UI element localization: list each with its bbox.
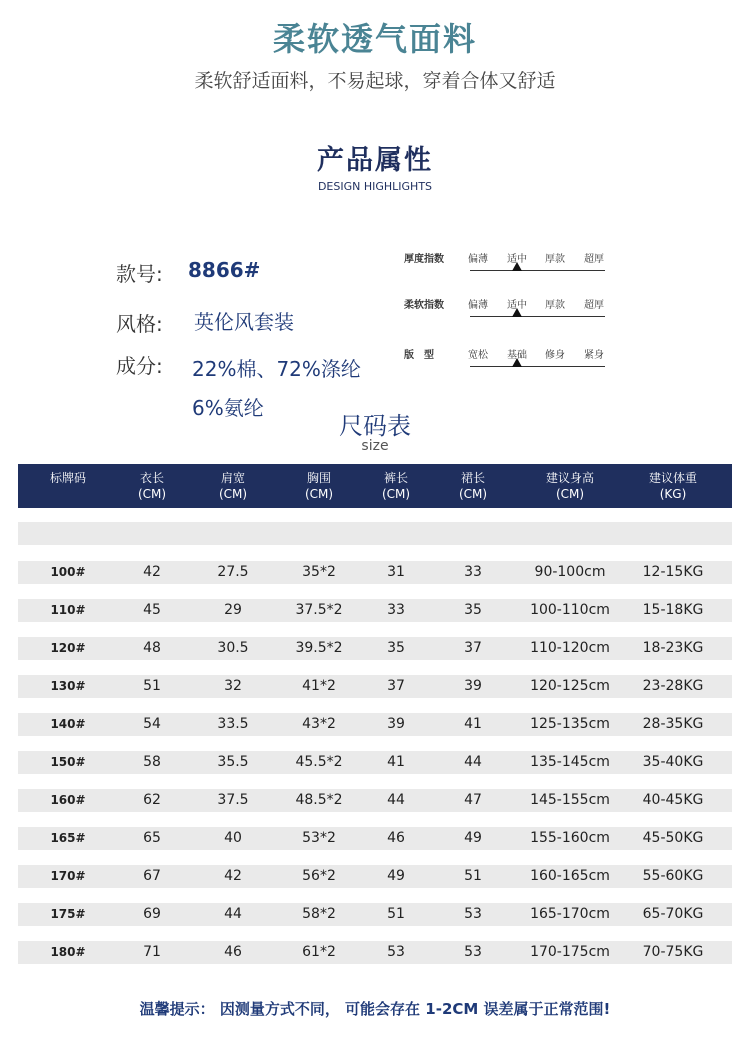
header-line1: 胸围 [306, 471, 331, 485]
table-cell: 35 [387, 640, 405, 656]
table-cell: 62 [143, 792, 161, 808]
size-code-cell: 160# [50, 793, 86, 807]
size-code-cell: 150# [50, 755, 86, 769]
header-line1: 衣长 [139, 471, 164, 485]
table-cell: 35 [464, 602, 482, 618]
index-scale-line [470, 316, 605, 317]
index-option: 基础 [507, 350, 527, 361]
table-cell: 12-15KG [642, 564, 704, 580]
header-line1: 肩宽 [220, 471, 245, 485]
size-code-cell: 130# [50, 679, 86, 693]
hero-title: 柔软透气面料 [272, 20, 477, 58]
style-no-label: 款号: [116, 262, 163, 286]
header-line2: (CM) [218, 487, 248, 501]
table-cell: 45-50KG [642, 830, 704, 846]
table-cell: 45 [143, 602, 161, 618]
header-line2: (CM) [304, 487, 334, 501]
index-marker-icon [512, 358, 522, 367]
index-option: 超厚 [584, 254, 604, 265]
table-cell: 160-165cm [530, 868, 610, 884]
table-cell: 29 [224, 602, 242, 618]
table-cell: 54 [143, 716, 161, 732]
table-cell: 51 [143, 678, 161, 694]
hero-subtitle: 柔软舒适面料，不易起球，穿着合体又舒适 [194, 70, 556, 92]
table-cell: 61*2 [302, 944, 336, 960]
table-cell: 32 [224, 678, 242, 694]
size-code-cell: 100# [50, 565, 86, 579]
table-cell: 37.5 [217, 792, 249, 808]
header-line1: 标牌码 [49, 471, 86, 485]
table-cell: 155-160cm [530, 830, 610, 846]
table-cell: 51 [464, 868, 482, 884]
table-cell: 69 [143, 906, 161, 922]
table-cell: 43*2 [302, 716, 336, 732]
table-cell: 53 [464, 906, 482, 922]
table-cell: 65-70KG [642, 906, 704, 922]
index-scale-line [470, 366, 605, 367]
table-cell: 71 [143, 944, 161, 960]
size-table-header-cell [628, 470, 718, 502]
table-cell: 65 [143, 830, 161, 846]
table-cell: 53 [464, 944, 482, 960]
table-cell: 41 [464, 716, 482, 732]
table-cell: 39 [387, 716, 405, 732]
table-cell: 165-170cm [530, 906, 610, 922]
table-cell: 70-75KG [642, 944, 704, 960]
table-cell: 49 [464, 830, 482, 846]
measurement-tip: 温馨提示： 因测量方式不同， 可能会存在 1-2CM 误差属于正常范围! [139, 1000, 611, 1018]
header-line2: (KG) [659, 487, 687, 501]
table-cell: 46 [224, 944, 242, 960]
table-cell: 46 [387, 830, 405, 846]
section-title: 产品属性 [317, 145, 433, 176]
table-cell: 47 [464, 792, 482, 808]
header-line1: 建议体重 [648, 471, 697, 485]
header-line2: (CM) [137, 487, 167, 501]
index-label: 厚度指数 [404, 254, 444, 265]
table-cell: 33.5 [217, 716, 249, 732]
table-cell: 56*2 [302, 868, 336, 884]
style-value: 英伦风套装 [194, 310, 294, 334]
index-marker-icon [512, 308, 522, 317]
table-cell: 40 [224, 830, 242, 846]
index-option: 宽松 [468, 350, 488, 361]
table-cell: 45.5*2 [295, 754, 343, 770]
size-table-empty-band [18, 522, 732, 545]
index-option: 偏薄 [468, 300, 488, 311]
style-label: 风格: [116, 312, 163, 336]
table-cell: 33 [464, 564, 482, 580]
table-cell: 30.5 [217, 640, 249, 656]
index-label: 版 型 [404, 350, 434, 361]
size-table-header-cell [428, 470, 518, 502]
table-cell: 58*2 [302, 906, 336, 922]
header-line2: (CM) [381, 487, 411, 501]
size-table-title: 尺码表 [339, 412, 411, 440]
table-cell: 27.5 [217, 564, 249, 580]
table-cell: 18-23KG [642, 640, 704, 656]
size-code-cell: 110# [50, 603, 86, 617]
composition-line1: 22%棉、72%涤纶 [192, 357, 361, 381]
index-scale-line [470, 270, 605, 271]
table-cell: 33 [387, 602, 405, 618]
index-option: 偏薄 [468, 254, 488, 265]
table-cell: 37 [464, 640, 482, 656]
size-code-cell: 165# [50, 831, 86, 845]
index-option: 厚款 [545, 254, 565, 265]
table-cell: 35-40KG [642, 754, 704, 770]
composition-label: 成分: [116, 354, 163, 378]
table-cell: 35*2 [302, 564, 336, 580]
size-code-cell: 180# [50, 945, 86, 959]
table-cell: 51 [387, 906, 405, 922]
table-cell: 37.5*2 [295, 602, 343, 618]
index-option: 紧身 [584, 350, 604, 361]
table-cell: 42 [143, 564, 161, 580]
index-option: 适中 [507, 254, 527, 265]
index-label: 柔软指数 [404, 300, 444, 311]
index-option: 适中 [507, 300, 527, 311]
table-cell: 110-120cm [530, 640, 610, 656]
size-table-header-cell [23, 470, 113, 486]
size-code-cell: 140# [50, 717, 86, 731]
table-cell: 35.5 [217, 754, 249, 770]
table-cell: 135-145cm [530, 754, 610, 770]
size-code-cell: 175# [50, 907, 86, 921]
table-cell: 28-35KG [642, 716, 704, 732]
table-cell: 44 [387, 792, 405, 808]
table-cell: 120-125cm [530, 678, 610, 694]
header-line2: (CM) [555, 487, 585, 501]
size-table-header-cell [525, 470, 615, 502]
header-line2: (CM) [458, 487, 488, 501]
index-marker-icon [512, 262, 522, 271]
table-cell: 37 [387, 678, 405, 694]
table-cell: 53 [387, 944, 405, 960]
index-option: 超厚 [584, 300, 604, 311]
table-cell: 58 [143, 754, 161, 770]
section-subtitle: DESIGN HIGHLIGHTS [317, 180, 433, 193]
table-cell: 53*2 [302, 830, 336, 846]
table-cell: 39.5*2 [295, 640, 343, 656]
table-cell: 48 [143, 640, 161, 656]
table-cell: 125-135cm [530, 716, 610, 732]
size-code-cell: 170# [50, 869, 86, 883]
composition-line2: 6%氨纶 [192, 396, 264, 420]
style-no-value: 8866# [188, 258, 261, 282]
table-cell: 42 [224, 868, 242, 884]
table-cell: 49 [387, 868, 405, 884]
header-line1: 裤长 [383, 471, 408, 485]
table-cell: 41 [387, 754, 405, 770]
index-option: 修身 [545, 350, 565, 361]
index-option: 厚款 [545, 300, 565, 311]
table-cell: 40-45KG [642, 792, 704, 808]
size-table-header-cell [107, 470, 197, 502]
header-line1: 建议身高 [545, 471, 594, 485]
table-cell: 44 [224, 906, 242, 922]
table-cell: 23-28KG [642, 678, 704, 694]
table-cell: 55-60KG [642, 868, 704, 884]
table-cell: 39 [464, 678, 482, 694]
table-cell: 31 [387, 564, 405, 580]
size-table-subtitle: size [361, 438, 389, 454]
size-table-header [18, 464, 732, 508]
table-cell: 145-155cm [530, 792, 610, 808]
table-cell: 44 [464, 754, 482, 770]
table-cell: 100-110cm [530, 602, 610, 618]
table-cell: 67 [143, 868, 161, 884]
table-cell: 48.5*2 [295, 792, 343, 808]
table-cell: 170-175cm [530, 944, 610, 960]
header-line1: 裙长 [460, 471, 485, 485]
table-cell: 15-18KG [642, 602, 704, 618]
table-cell: 41*2 [302, 678, 336, 694]
size-code-cell: 120# [50, 641, 86, 655]
table-cell: 90-100cm [534, 564, 606, 580]
size-table-header-cell [188, 470, 278, 502]
